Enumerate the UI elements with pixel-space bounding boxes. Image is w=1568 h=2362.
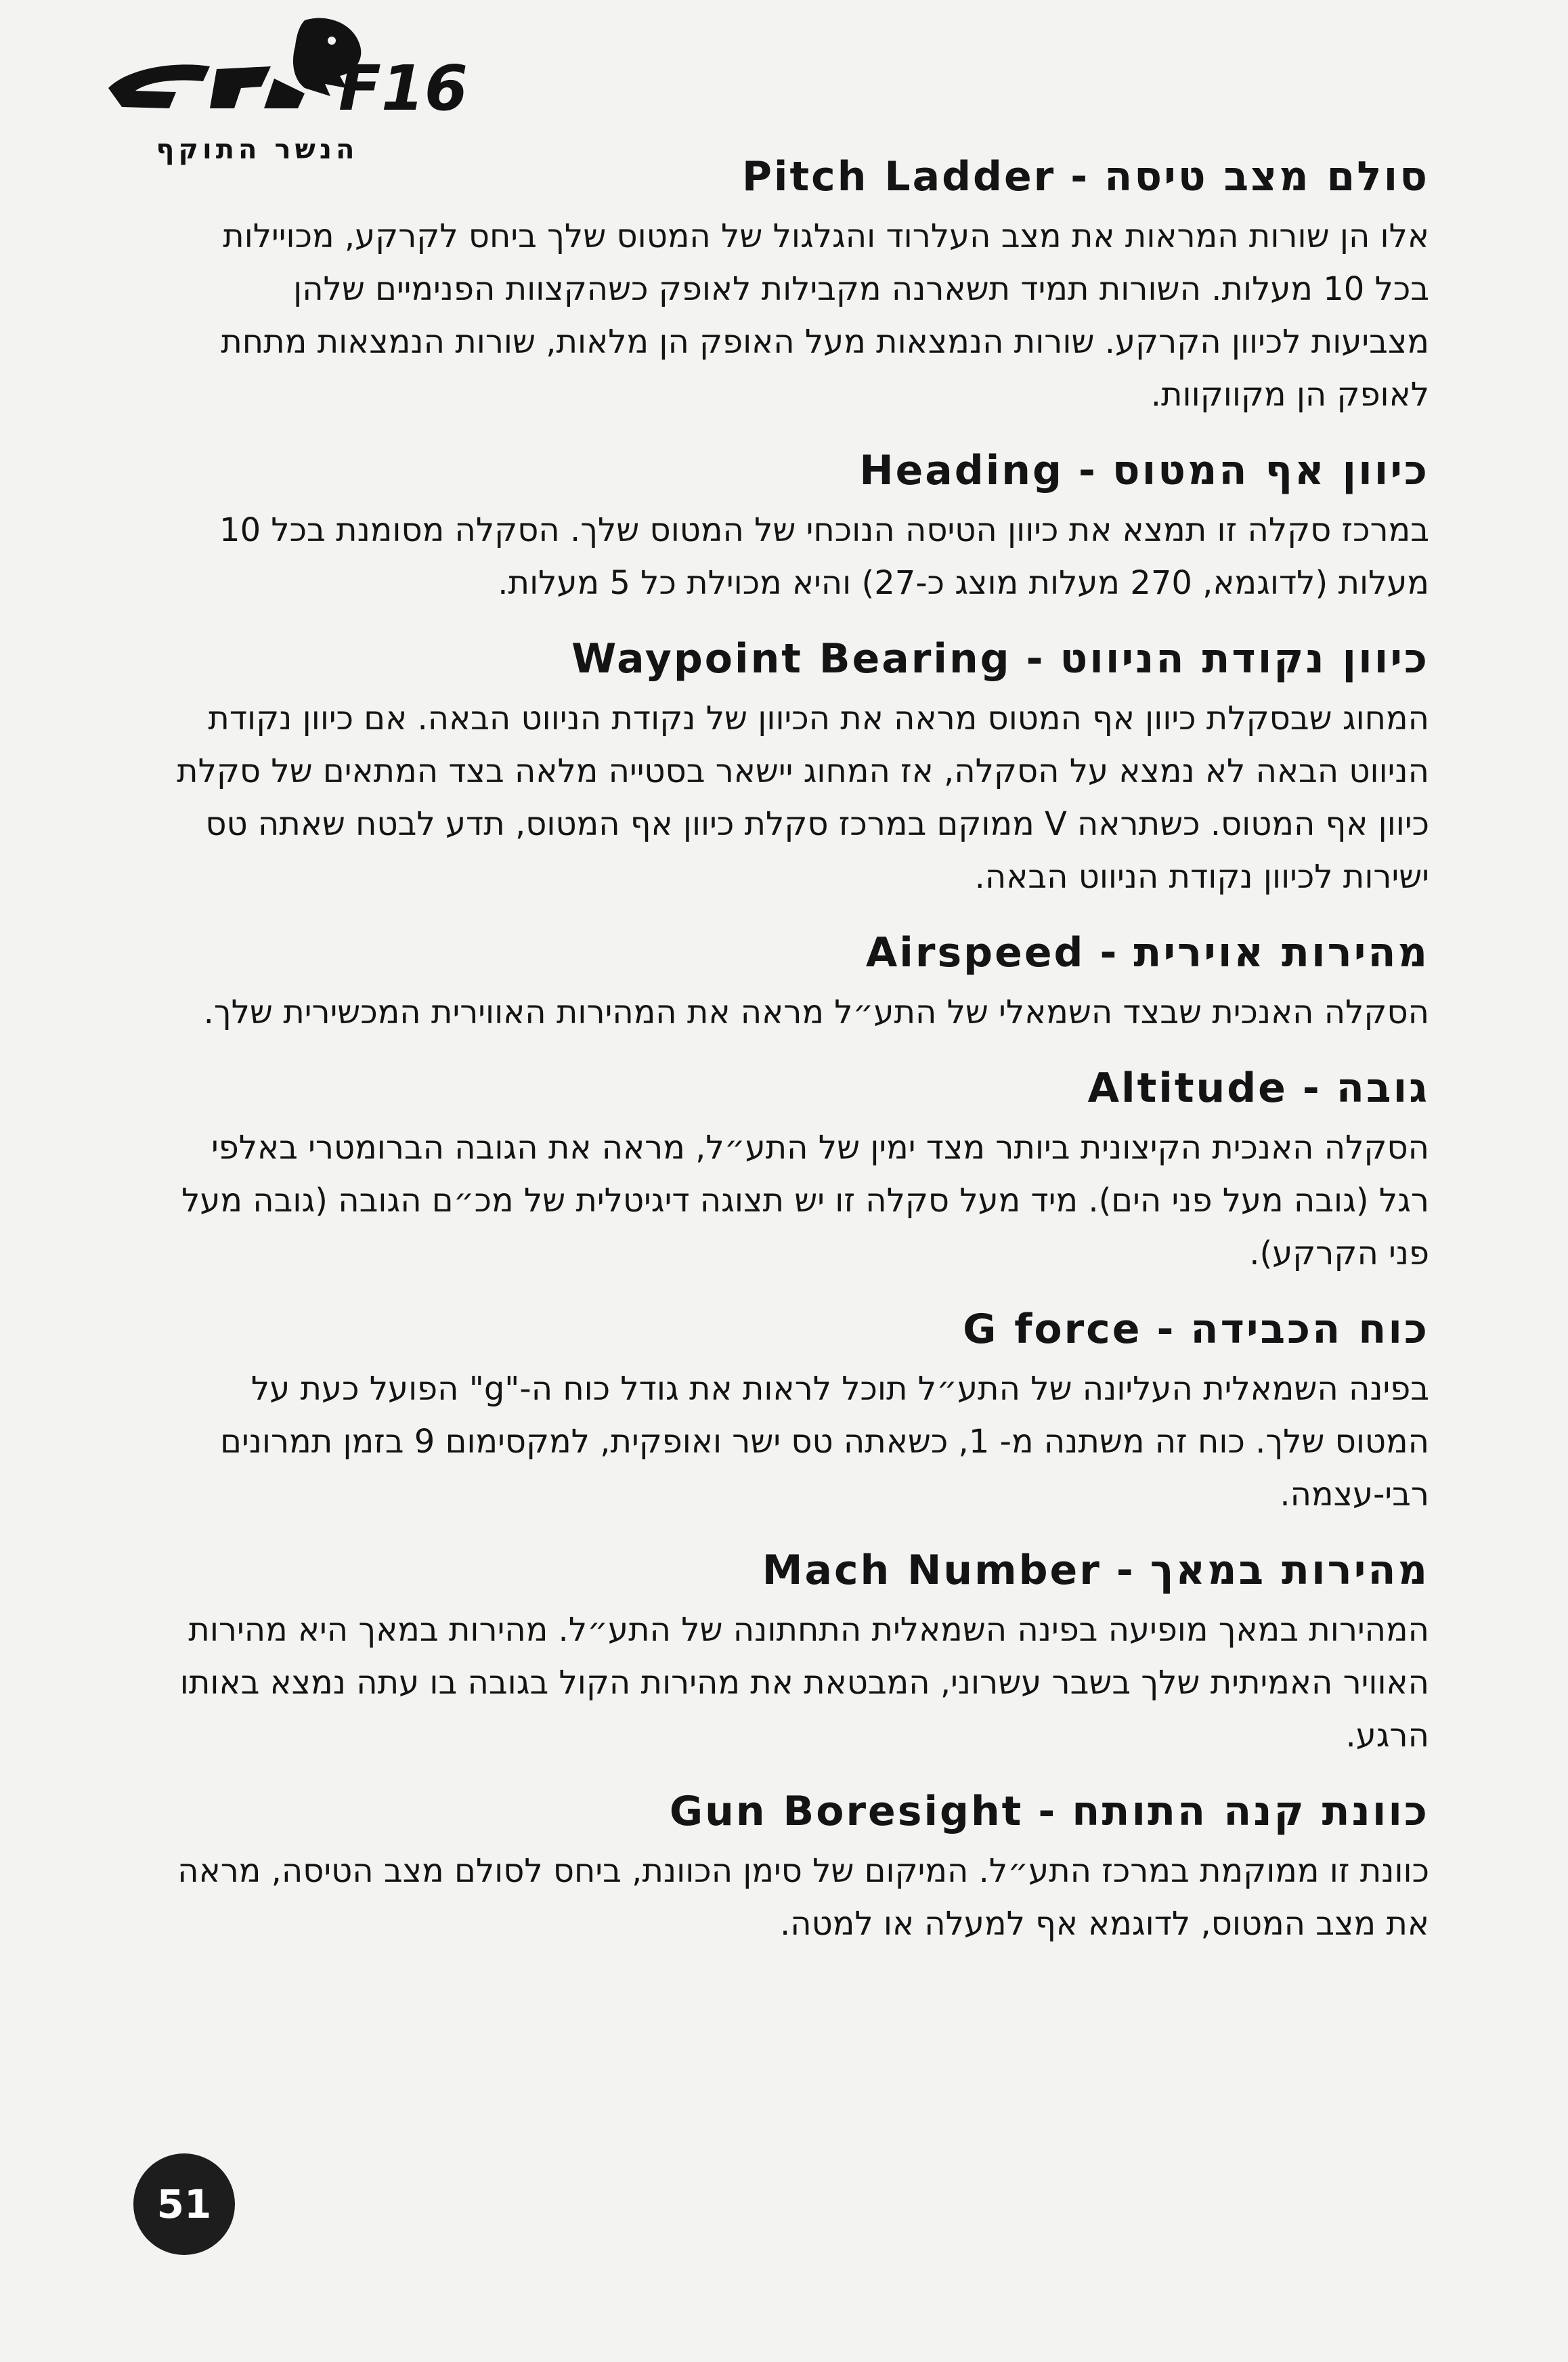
logo-title: F16 [339,52,468,125]
heading-english: Pitch Ladder [741,153,1056,200]
heading-hebrew: מהירות אוירית [1133,929,1429,976]
section-g-force [176,1303,1429,1521]
section-heading [176,1303,1429,1356]
section-waypoint-bearing [176,632,1429,903]
page-content [176,150,1429,1973]
heading-english: Altitude [1087,1065,1288,1112]
heading-dash: - [1038,1788,1058,1835]
heading-hebrew: סולם מצב טיסה [1104,153,1429,200]
heading-dash: - [1078,447,1097,494]
section-heading [176,1785,1429,1838]
section-airspeed [176,926,1429,1039]
heading-hebrew: כוונת קנה התותח [1072,1788,1429,1835]
section-heading [176,1544,1429,1597]
heading-hebrew: כיוון אף המטוס [1112,447,1429,494]
section-body: אלו הן שורות המראות את מצב העלרוד והגלגול של המטוס שלך ביחס לקרקע, מכויילות בכל 10 מעלות. השורות תמיד תשארנה מקבילות לאופק כשהקצוות הפנימיים שלהן מצביעות לכיוון הקרקע. שורות הנמצאות מעל האופק הן מלאות, שורות הנמצאות מתחת לאופק הן מקווקוות. [221,217,1429,414]
section-body: כוונת זו ממוקמת במרכז התע״ל. המיקום של סימן הכוונת, ביחס לסולם מצב הטיסה, מראה את מצב המטוס, לדוגמא אף למעלה או למטה. [177,1852,1429,1943]
heading-english: Airspeed [865,929,1085,976]
section-heading [176,444,1429,497]
heading-dash: - [1070,153,1090,200]
heading-dash: - [1026,635,1045,683]
section-heading-scale [176,444,1429,609]
section-body: הסקלה האנכית הקיצונית ביותר מצד ימין של התע״ל, מראה את הגובה הברומטרי באלפי רגל (גובה מעל פני הים). מיד מעל סקלה זו יש תצוגה דיגיטלית של מכ״ם הגובה (גובה מעל פני הקרקע). [181,1129,1429,1272]
section-heading [176,926,1429,979]
section-body: המהירות במאך מופיעה בפינה השמאלית התחתונה של התע״ל. מהירות במאך היא מהירות האוויר האמיתית שלך בשבר עשרוני, המבטאת את מהירות הקול בגובה בו עתה נמצא באותו הרגע. [179,1611,1429,1755]
section-heading [176,632,1429,685]
heading-english: Gun Boresight [669,1788,1024,1835]
heading-dash: - [1116,1547,1135,1594]
page-number: 51 [133,2153,235,2255]
heading-hebrew: כיוון נקודת הניווט [1060,635,1429,683]
logo-subtitle: הנשר התוקף [156,134,359,165]
heading-english: Mach Number [762,1547,1102,1594]
section-heading [176,150,1429,203]
section-body: בפינה השמאלית העליונה של התע״ל תוכל לראות את גודל כוח ה-"g" הפועל כעת על המטוס שלך. כוח זה משתנה מ- 1, כשאתה טס ישר ואופקית, למקסימום 9 בזמן תמרונים רבי-עצמה. [220,1370,1429,1513]
section-heading [176,1062,1429,1115]
section-body: במרכז סקלה זו תמצא את כיוון הטיסה הנוכחי של המטוס שלך. הסקלה מסומנת בכל 10 מעלות (לדוגמא, 270 מעלות מוצג כ-27) והיא מכוילת כל 5 מעלות. [219,511,1429,602]
section-body: המחוג שבסקלת כיוון אף המטוס מראה את הכיוון של נקודת הניווט הבאה. אם כיוון נקודת הניווט הבאה לא נמצא על הסקלה, אז המחוג יישאר בסטייה מלאה בצד המתאים של סקלת כיוון אף המטוס. כשתראה V ממוקם במרכז סקלת כיוון אף המטוס, תדע לבטח שאתה טס ישירות לכיוון נקודת הניווט הבאה. [177,700,1429,896]
section-body: הסקלה האנכית שבצד השמאלי של התע״ל מראה את המהירות האווירית המכשירית שלך. [203,993,1429,1031]
heading-english: Heading [859,447,1064,494]
section-altitude [176,1062,1429,1280]
heading-english: Waypoint Bearing [571,635,1011,683]
heading-dash: - [1156,1306,1176,1353]
f16-logo [102,14,481,166]
heading-dash: - [1302,1065,1322,1112]
section-mach-number [176,1544,1429,1762]
heading-english: G force [963,1306,1142,1353]
heading-hebrew: מהירות במאך [1150,1547,1429,1594]
heading-hebrew: גובה [1336,1065,1429,1112]
heading-dash: - [1099,929,1119,976]
section-pitch-ladder [176,150,1429,421]
section-gun-boresight [176,1785,1429,1950]
f16-eagle-logo-graphic [102,14,481,139]
heading-hebrew: כוח הכבידה [1190,1306,1429,1353]
